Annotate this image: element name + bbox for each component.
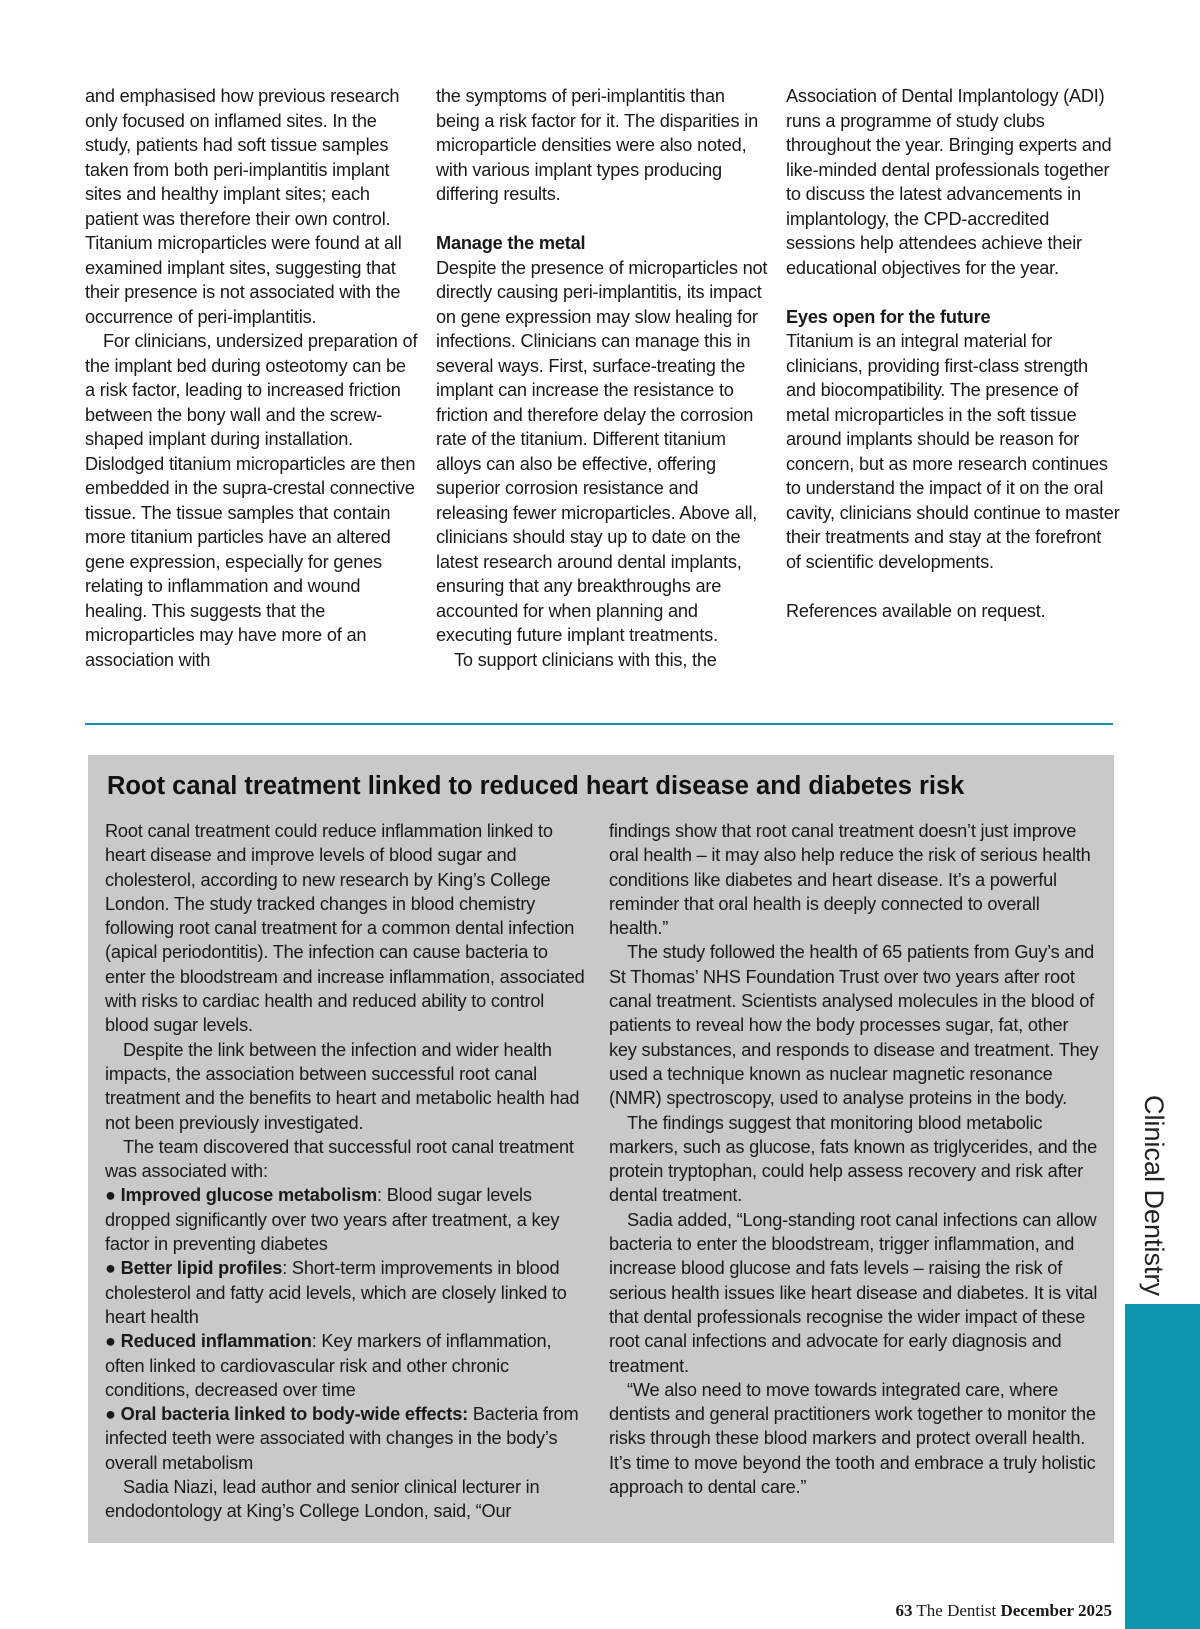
- references-note: References available on request.: [786, 600, 1046, 621]
- section-label-wrap: [1136, 1095, 1170, 1295]
- bullet-icon: ●: [105, 1185, 116, 1206]
- boxout-paragraph: The study followed the health of 65 patients from Guy’s and St Thomas’ NHS Foundation Trust over two years after root canal treatment. Scientists analysed molecules in the blood of patients to reveal how the body processes sugar, fat, other key substances, and responds to disease and treatment. They used a technique known as nuclear magnetic resonance (NMR) spectroscopy, used to analyse proteins in the body.: [609, 942, 1099, 1109]
- page-number: 63: [895, 1601, 913, 1620]
- section-label: Clinical Dentistry: [1139, 1095, 1169, 1297]
- bullet-item: [105, 1183, 587, 1256]
- article-paragraph: the symptoms of peri-implantitis than being a risk factor for it. The disparities in microparticle densities were also noted, with various implant types producing differing results.: [436, 86, 759, 204]
- article-paragraph: Association of Dental Implantology (ADI) runs a programme of study clubs throughout the year. Bringing experts and like-minded dental professionals together to discuss the latest advancements in implantology, the CPD-accredited sessions help attendees achieve their educational objectives for the year.: [786, 86, 1112, 278]
- boxout-paragraph: The findings suggest that monitoring blood metabolic markers, such as glucose, fats known as triglycerides, and the protein tryptophan, could help assess recovery and risk after dental treatment.: [609, 1112, 1097, 1206]
- boxout-column-1: [105, 819, 587, 1524]
- article-paragraph: Titanium is an integral material for clinicians, providing first-class strength and biocompatibility. The presence of metal microparticles in the soft tissue around implants should be reason for concern, but as more research continues to understand the impact of it on the oral cavity, clinicians should continue to master their treatments and stay at the forefront of scientific developments.: [786, 331, 1120, 572]
- bullet-label: Reduced inflammation: [120, 1331, 312, 1352]
- page-footer: [895, 1601, 1112, 1621]
- bullet-label: Oral bacteria linked to body-wide effects:: [120, 1404, 469, 1425]
- boxout-title: Root canal treatment linked to reduced heart disease and diabetes risk: [107, 772, 965, 800]
- article-column-1: [85, 84, 419, 672]
- bullet-item: [105, 1329, 587, 1402]
- article-paragraph: To support clinicians with this, the: [454, 649, 717, 670]
- bullet-label: Improved glucose metabolism: [120, 1185, 378, 1206]
- boxout-paragraph: The team discovered that successful root canal treatment was associated with:: [105, 1136, 574, 1182]
- bullet-icon: ●: [105, 1404, 116, 1425]
- section-divider: [85, 723, 1113, 725]
- boxout-paragraph: Despite the link between the infection and wider health impacts, the association between successful root canal treatment and the benefits to heart and metabolic health had not been previously investigated.: [105, 1039, 580, 1133]
- boxout-paragraph: Sadia added, “Long-standing root canal infections can allow bacteria to enter the bloodstream, trigger inflammation, and increase blood glucose and fats levels – raising the risk of serious health issues like heart disease and diabetes. It is vital that dental professionals recognise the wider impact of these root canal infections and advocate for early diagnosis and treatment.: [609, 1209, 1098, 1376]
- bullet-item: [105, 1256, 587, 1329]
- subheading-eyes-open: Eyes open for the future: [786, 306, 991, 327]
- boxout-column-2: [609, 819, 1099, 1499]
- article-column-3: [786, 84, 1120, 623]
- boxout-paragraph: findings show that root canal treatment doesn’t just improve oral health – it may also help reduce the risk of serious health conditions like diabetes and heart disease. It’s a powerful reminder that oral health is deeply connected to overall health.”: [609, 821, 1091, 939]
- publication-name: The Dentist: [916, 1601, 997, 1620]
- boxout-paragraph: “We also need to move towards integrated care, where dentists and general practitioners work together to monitor the risks through these blood markers and protect overall health. It’s time to move beyond the tooth and embrace a truly holistic approach to dental care.”: [609, 1379, 1096, 1498]
- boxout-paragraph: Sadia Niazi, lead author and senior clinical lecturer in endodontology at King’s College London, said, “Our: [105, 1477, 540, 1522]
- bullet-icon: ●: [105, 1258, 116, 1279]
- bullet-icon: ●: [105, 1331, 116, 1352]
- bullet-text: : Short-term improvements in blood cholesterol and fatty acid levels, which are closely linked to heart health: [105, 1258, 567, 1327]
- subheading-manage-the-metal: Manage the metal: [436, 233, 586, 253]
- article-paragraph: Despite the presence of microparticles not directly causing peri-implantitis, its impact on gene expression may slow healing for infections. Clinicians can manage this in several ways. First, surface-treating the implant can increase the resistance to friction and therefore delay the corrosion rate of the titanium. Different titanium alloys can also be effective, offering superior corrosion resistance and releasing fewer microparticles. Above all, clinicians should stay up to date on the latest research around dental implants, ensuring that any breakthroughs are accounted for when planning and executing future implant treatments.: [436, 257, 768, 645]
- bullet-text: : Blood sugar levels dropped significantly over two years after treatment, a key factor in preventing diabetes: [105, 1185, 560, 1255]
- bullet-item: [105, 1402, 587, 1475]
- bullet-label: Better lipid profiles: [120, 1258, 283, 1279]
- article-paragraph: and emphasised how previous research only focused on inflamed sites. In the study, patients had soft tissue samples taken from both peri-implantitis implant sites and healthy implant sites; each patient was therefore their own control. Titanium microparticles were found at all examined implant sites, suggesting that their presence is not associated with the occurrence of peri-implantitis.: [85, 86, 402, 327]
- bullet-text: Bacteria from infected teeth were associated with changes in the body’s overall metabolism: [105, 1404, 579, 1473]
- section-tab-bar: [1125, 1304, 1200, 1629]
- article-column-2: [436, 84, 770, 672]
- article-paragraph: For clinicians, undersized preparation of the implant bed during osteotomy can be a risk factor, leading to increased friction between the bony wall and the screw-shaped implant during installation. Dislodged titanium microparticles are then embedded in the supra-crestal connective tissue. The tissue samples that contain more titanium particles have an altered gene expression, especially for genes relating to inflammation and wound healing. This suggests that the microparticles may have more of an association with: [85, 331, 418, 670]
- boxout-paragraph: Root canal treatment could reduce inflammation linked to heart disease and improve levels of blood sugar and cholesterol, according to new research by King’s College London. The study tracked changes in blood chemistry following root canal treatment for a common dental infection (apical periodontitis). The infection can cause bacteria to enter the bloodstream and increase inflammation, associated with risks to cardiac health and reduced ability to control blood sugar levels.: [105, 821, 585, 1036]
- news-boxout: [88, 755, 1114, 1543]
- bullet-text: : Key markers of inflammation, often linked to cardiovascular risk and other chronic conditions, decreased over time: [105, 1331, 552, 1400]
- issue-date: December 2025: [1000, 1601, 1112, 1620]
